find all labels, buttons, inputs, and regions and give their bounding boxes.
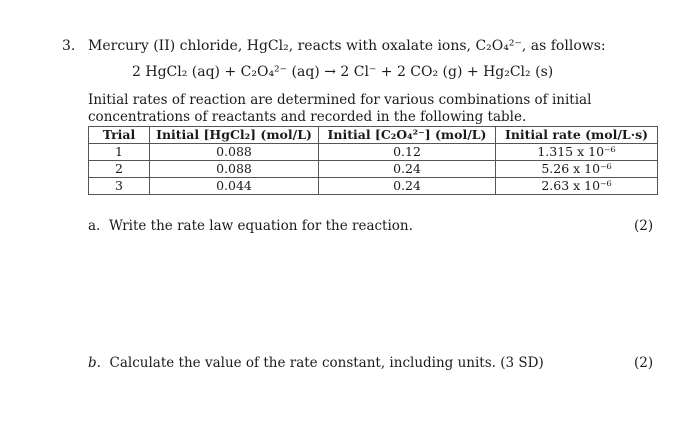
cell-hgcl2: 0.088 [150,144,319,161]
cell-trial: 3 [89,178,150,195]
part-b-text: Calculate the value of the rate constant, including units. (3 SD) [109,355,544,371]
part-b-marks: (2) [634,355,654,371]
cell-trial: 1 [89,144,150,161]
cell-trial: 2 [89,161,150,178]
cell-oxalate: 0.12 [319,144,496,161]
part-b-label: b. [88,355,101,371]
rate-data-table [88,126,658,195]
table-row [89,161,658,178]
cell-rate: 5.26 x 10⁻⁶ [496,161,658,178]
cell-rate: 1.315 x 10⁻⁶ [496,144,658,161]
cell-oxalate: 0.24 [319,178,496,195]
question-number: 3. [62,38,76,54]
header-rate: Initial rate (mol/L·s) [496,127,658,144]
cell-rate: 2.63 x 10⁻⁶ [496,178,658,195]
question-text: Mercury (II) chloride, HgCl₂, reacts with oxalate ions, C₂O₄²⁻, as follows: [88,38,606,54]
reaction-equation: 2 HgCl₂ (aq) + C₂O₄²⁻ (aq) → 2 Cl⁻ + 2 CO₂ (g) + Hg₂Cl₂ (s) [132,64,554,80]
cell-oxalate: 0.24 [319,161,496,178]
part-a-text: Write the rate law equation for the reaction. [108,218,413,234]
part-b [88,355,544,371]
part-a-marks: (2) [634,218,654,234]
header-oxalate: Initial [C₂O₄²⁻] (mol/L) [319,127,496,144]
table-row [89,144,658,161]
cell-hgcl2: 0.044 [150,178,319,195]
cell-hgcl2: 0.088 [150,161,319,178]
part-a [88,218,413,234]
header-hgcl2: Initial [HgCl₂] (mol/L) [150,127,319,144]
header-trial: Trial [89,127,150,144]
part-a-label: a. [88,218,101,234]
table-header-row [89,127,658,144]
table-row [89,178,658,195]
table-intro: Initial rates of reaction are determined for various combinations of initial concentrations of reactants and recorded in the following table. [88,92,592,125]
